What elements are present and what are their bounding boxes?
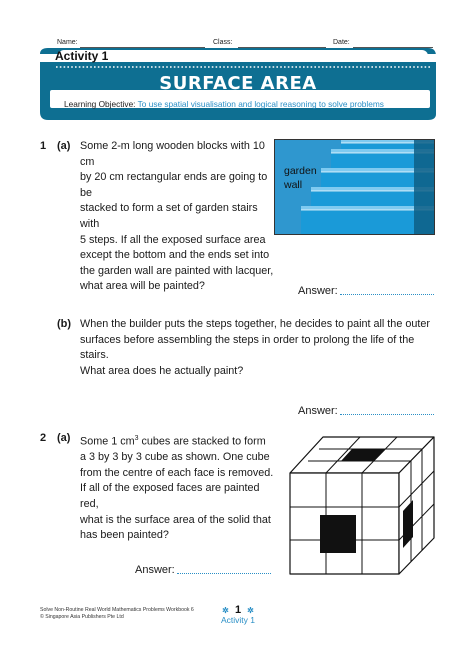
footer-page [218, 604, 258, 625]
figure-label-wall: wall [284, 179, 303, 191]
name-label: Name: [57, 39, 78, 46]
q1a-line: stacked to form a set of garden stairs with [80, 202, 258, 230]
q1a-answer-line[interactable] [340, 293, 434, 295]
q1a-line: by 20 cm rectangular ends are going to be [80, 171, 268, 199]
date-label: Date: [333, 39, 350, 46]
q1b-line: What area does he actually paint? [80, 364, 244, 377]
footer-credit [40, 607, 194, 621]
q2a-label: (a) [57, 432, 71, 444]
q1a-line: except the bottom and the ends set into [80, 249, 270, 262]
q2a-line-pre: Some 1 cm [80, 435, 135, 448]
q1a-text [80, 139, 275, 295]
objective-label: Learning Objective: [64, 99, 136, 109]
page-title: SURFACE AREA [159, 73, 317, 94]
q2a-superscript: 3 [134, 435, 139, 442]
objective-text: To use spatial visualisation and logical reasoning to solve problems [137, 99, 384, 109]
learning-objective [64, 99, 384, 109]
q1b-text [80, 317, 440, 379]
q2a-line: what is the surface area of the solid that [80, 513, 271, 526]
activity-label: Activity 1 [55, 49, 109, 63]
q1a-line: 5 steps. If all the exposed surface area [80, 233, 266, 246]
q1a-line: what area will be painted? [80, 280, 205, 293]
q1b-answer-label: Answer: [298, 405, 338, 417]
footer-activity: Activity 1 [220, 615, 255, 625]
q1-number: 1 [40, 140, 47, 152]
q2a-line [80, 431, 280, 450]
q2a-line: a 3 by 3 by 3 cube as shown. One cube [80, 451, 270, 464]
q2-number: 2 [40, 432, 47, 444]
q1b-line: When the builder puts the steps together, he decides to paint all the outer [80, 318, 430, 330]
footer-line: Solve Non-Routine Real World Mathematics Problems Workbook 6 [40, 607, 194, 613]
q1a-line: the garden wall are painted with lacquer, [80, 264, 274, 277]
class-label: Class: [213, 39, 233, 46]
figure-label-garden: garden [284, 165, 317, 177]
q2a-answer-label: Answer: [135, 564, 175, 576]
q2a-line: If all of the exposed faces are painted red, [80, 482, 260, 510]
q2a-answer-line[interactable] [177, 572, 271, 574]
q1b-line: surfaces before assembling the steps in order to prolong the life of the stairs. [80, 333, 415, 362]
q2a-line: has been painted? [80, 529, 169, 542]
q2a-line-post: cubes are stacked to form [138, 435, 266, 448]
q1a-line: Some 2-m long wooden blocks with 10 cm [80, 140, 265, 168]
footer-gear-icon: ✲ [247, 606, 254, 615]
q1b-label: (b) [57, 318, 72, 330]
q2a-line: from the centre of each face is removed. [80, 466, 274, 479]
q2a-text [80, 431, 280, 544]
footer-line: © Singapore Asia Publishers Pte Ltd [40, 614, 124, 620]
q1a-label: (a) [57, 140, 71, 152]
footer-gear-icon: ✲ [222, 606, 229, 615]
page-number: 1 [234, 604, 242, 616]
q1b-answer-line[interactable] [340, 413, 434, 415]
cube-figure [289, 435, 435, 575]
q1a-answer-label: Answer: [298, 285, 338, 297]
